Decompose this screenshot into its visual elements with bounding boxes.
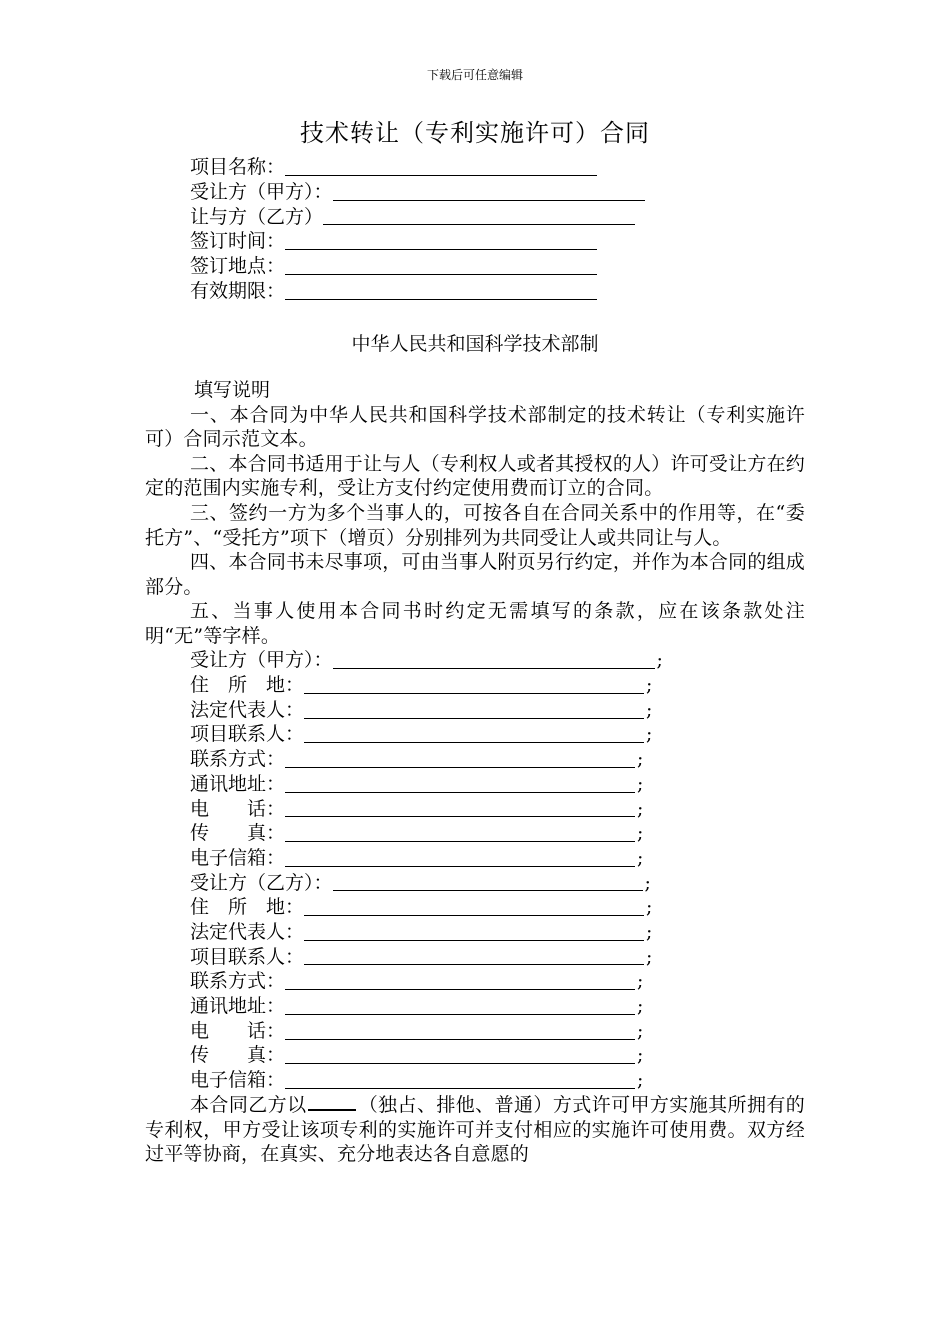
license-type-blank[interactable]: [308, 1093, 356, 1111]
semicolon: ;: [646, 896, 653, 919]
ministry-line: 中华人民共和国科学技术部制: [351, 333, 599, 355]
field-label: 电 话：: [190, 797, 286, 820]
semicolon: ;: [637, 1044, 644, 1067]
field-blank[interactable]: [285, 1070, 635, 1089]
party-field-row: [190, 969, 805, 994]
field-blank[interactable]: [285, 1045, 635, 1064]
instruction-item: 二、本合同书适用于让与人（专利权人或者其授权的人）许可受让方在约定的范围内实施专利，受让方支付约定使用费而订立的合同。: [145, 452, 805, 500]
cover-field-sign-time: [190, 229, 645, 254]
document-body: [145, 378, 805, 1167]
field-label: 通讯地址：: [190, 772, 286, 795]
field-blank[interactable]: [304, 700, 644, 719]
field-blank[interactable]: [333, 650, 655, 669]
field-blank[interactable]: [285, 774, 635, 793]
field-blank[interactable]: [304, 675, 644, 694]
semicolon: ;: [646, 698, 653, 721]
semicolon: ;: [637, 797, 644, 820]
field-label: 有效期限：: [190, 279, 286, 302]
party-heading: 受让方（甲方）：: [190, 649, 333, 672]
party-field-row: [190, 772, 805, 797]
semicolon: ;: [637, 748, 644, 771]
field-label: 联系方式：: [190, 970, 286, 993]
instruction-item: 五、当事人使用本合同书时约定无需填写的条款，应在该条款处注明“无”等字样。: [145, 600, 805, 647]
field-blank[interactable]: [285, 996, 635, 1015]
semicolon: ;: [637, 970, 644, 993]
party-field-row: [190, 945, 805, 970]
field-label: 签订地点：: [190, 255, 286, 278]
field-blank[interactable]: [285, 798, 635, 817]
party-field-row: [190, 920, 805, 945]
semicolon: ;: [637, 772, 644, 795]
instruction-item: 三、签约一方为多个当事人的，可按各自在合同关系中的作用等，在“委托方”、“受托方”项下（增页）分别排列为共同受让人或共同让与人。: [145, 501, 805, 549]
instruction-item: 一、本合同为中华人民共和国科学技术部制定的技术转让（专利实施许可）合同示范文本。: [145, 403, 805, 451]
party-field-row: [190, 994, 805, 1019]
field-blank[interactable]: [285, 231, 597, 250]
party-field-row: [190, 723, 805, 748]
field-label: 项目联系人：: [190, 723, 305, 746]
semicolon: ;: [637, 822, 644, 845]
party-field-row: [190, 895, 805, 920]
field-label: 通讯地址：: [190, 995, 286, 1018]
field-blank[interactable]: [304, 946, 644, 965]
closing-paragraph: [145, 1093, 805, 1167]
semicolon: ;: [646, 920, 653, 943]
document-title: 技术转让（专利实施许可）合同: [300, 119, 650, 147]
party-a-section: [145, 649, 805, 871]
field-label: 受让方（甲方）：: [190, 180, 333, 203]
party-a-heading-row: [190, 649, 805, 674]
party-b-heading-row: [190, 871, 805, 896]
party-field-row: [190, 1019, 805, 1044]
instruction-item: 四、本合同书未尽事项，可由当事人附页另行约定，并作为本合同的组成部分。: [145, 551, 805, 598]
closing-text-start: 本合同乙方以: [190, 1093, 307, 1116]
field-label: 签订时间：: [190, 230, 286, 253]
cover-field-project-name: [190, 155, 645, 180]
field-label: 让与方（乙方）: [190, 205, 324, 228]
party-field-row: [190, 821, 805, 846]
field-blank[interactable]: [304, 922, 644, 941]
semicolon: ;: [656, 649, 663, 672]
party-field-row: [190, 1068, 805, 1093]
field-blank[interactable]: [285, 281, 597, 300]
header-note: 下载后可任意编辑: [426, 68, 523, 82]
field-label: 项目名称：: [190, 156, 286, 178]
field-label: 传 真：: [190, 822, 286, 845]
cover-fields: [190, 155, 645, 304]
field-label: 传 真：: [190, 1044, 286, 1067]
field-label: 电子信箱：: [190, 846, 286, 869]
semicolon: ;: [646, 674, 653, 697]
party-field-row: [190, 747, 805, 772]
cover-field-validity: [190, 279, 645, 304]
semicolon: ;: [646, 945, 653, 968]
party-b-section: [145, 871, 805, 1093]
field-label: 电子信箱：: [190, 1069, 286, 1092]
field-label: 法定代表人：: [190, 920, 305, 943]
party-heading: 受让方（乙方）：: [190, 871, 333, 894]
field-blank[interactable]: [285, 971, 635, 990]
party-field-row: [190, 797, 805, 822]
semicolon: ;: [646, 723, 653, 746]
field-blank[interactable]: [304, 897, 644, 916]
cover-field-party-a: [190, 180, 645, 205]
semicolon: ;: [644, 871, 651, 894]
field-blank[interactable]: [285, 256, 597, 275]
field-blank[interactable]: [333, 872, 643, 891]
field-label: 住 所 地：: [190, 896, 305, 919]
party-field-row: [190, 846, 805, 871]
party-field-row: [190, 698, 805, 723]
field-blank[interactable]: [304, 724, 644, 743]
field-blank[interactable]: [333, 182, 645, 201]
field-blank[interactable]: [323, 206, 635, 225]
semicolon: ;: [637, 1069, 644, 1092]
field-label: 电 话：: [190, 1019, 286, 1042]
party-field-row: [190, 1044, 805, 1069]
field-blank[interactable]: [285, 157, 597, 176]
field-label: 联系方式：: [190, 748, 286, 771]
semicolon: ;: [637, 995, 644, 1018]
field-blank[interactable]: [285, 1021, 635, 1040]
field-label: 住 所 地：: [190, 674, 305, 697]
party-field-row: [190, 673, 805, 698]
instructions-heading: 填写说明: [194, 379, 271, 401]
cover-field-party-b: [190, 205, 645, 230]
semicolon: ;: [637, 846, 644, 869]
field-blank[interactable]: [285, 749, 635, 768]
field-label: 项目联系人：: [190, 945, 305, 968]
field-blank[interactable]: [285, 823, 635, 842]
field-label: 法定代表人：: [190, 698, 305, 721]
closing-text-rest: （独占、排他、普通）方式许可甲方实施其所拥有的专利权，甲方受让该项专利的实施许可并支付相应的实施许可使用费。双方经过平等协商，在真实、充分地表达各自意愿的: [145, 1093, 805, 1166]
field-blank[interactable]: [285, 848, 635, 867]
cover-field-sign-place: [190, 254, 645, 279]
semicolon: ;: [637, 1019, 644, 1042]
